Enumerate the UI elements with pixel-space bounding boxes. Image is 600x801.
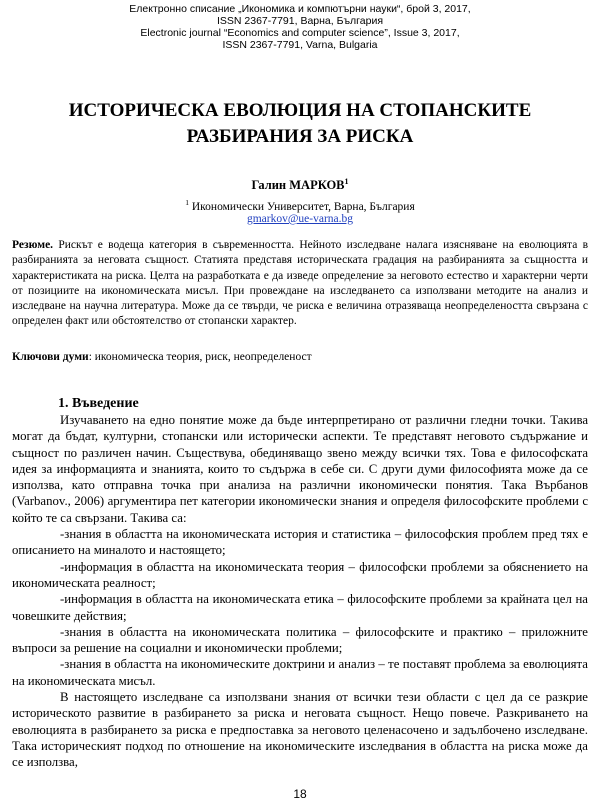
list-item: -знания в областта на икономическите доктрини и анализ – те поставят проблема за еволюцията на икономическата мисъл. [12, 657, 588, 688]
journal-header-en: Electronic journal “Economics and computer science”, Issue 3, 2017, [140, 27, 460, 39]
affiliation [0, 198, 600, 213]
abstract [12, 238, 588, 330]
body-text [12, 412, 588, 771]
list-item: -знания в областта на икономическата история и статистика – философския проблем пред тях е описанието на миналото и настоящето; [12, 527, 588, 558]
email-link[interactable]: gmarkov@ue-varna.bg [246, 213, 354, 225]
keywords-label: Ключови думи [12, 351, 89, 363]
list-item: -знания в областта на икономическата политика – философските и практико – приложните въпроси за решение на социални и икономически проблеми; [12, 624, 588, 656]
journal-header-bg: Електронно списание „Икономика и компютърни науки“, брой 3, 2017, [129, 3, 471, 15]
author-email [0, 213, 600, 225]
author-footnote-mark: 1 [344, 177, 349, 186]
author-name: Галин МАРКОВ [251, 178, 345, 193]
abstract-text: Рискът е водеща категория в съвременността. Нейното изследване налага изясняване на еволюцията в разбиранията за неговата същност. Статията представя историческата градация на разбиранията за същността и характеристиката на риска. Целта на разработката е да изведе определение за неговото естество и характерни черти от позициите на икономическата мисъл. При провеждане на изследването са използвани методите на анализ и изследване на научна литература. Може да се твърди, че риска е величина отразяваща неопределеността свързана с определен факт или обстоятелство от стопански характер. [12, 239, 588, 328]
list-item: -информация в областта на икономическата етика – философските проблеми за крайната цел на човешките действия; [12, 592, 588, 623]
affiliation-text: Икономически Университет, Варна, България [189, 200, 415, 213]
paragraph: Изучаването на едно понятие може да бъде интерпретирано от различни гледни точки. Такива могат да бъдат, културни, стопански или исторически аспекти. Те представят неговото съдържание и същност по различен начин. Съществува, обединяващо звено между всички тях. Това е философската идея за информацията и знанията, които то съдържа в себе си. С други думи философията може да се използва, като отправна точка при анализа на различни икономически понятия. Така Върбанов (Varbanov., 2006) аргументира пет категории икономически знания и определя философските проблеми с който те са свързани. Такива са: [12, 413, 588, 525]
keywords [12, 351, 588, 363]
affiliation-mark: 1 [185, 198, 189, 207]
list-item: -информация в областта на икономическата теория – философски проблеми за обяснението на икономическата реалност; [12, 559, 588, 590]
abstract-label: Резюме. [12, 239, 54, 251]
section-heading: 1. Въведение [58, 396, 139, 411]
paragraph: В настоящето изследване са използвани знания от всички тези области с цел да се разкрие историческото развитие в разбирането за риска и неговата същност. Нещо повече. Разкриването на еволюцията в разбирането за риска е предпоставка за неговото целенасочено и задълбочено изследване. Така историческият подход по отношение на икономическите изследвания в областта на риска може да се използва, [12, 690, 588, 770]
journal-issn-bg: ISSN 2367-7791, Варна, България [216, 15, 384, 27]
journal-issn-en: ISSN 2367-7791, Varna, Bulgaria [222, 39, 378, 51]
page-number: 18 [293, 787, 307, 801]
keywords-text: : икономическа теория, риск, неопределеност [88, 351, 312, 363]
author [0, 177, 600, 193]
paper-title-line-1: ИСТОРИЧЕСКА ЕВОЛЮЦИЯ НА СТОПАНСКИТЕ [68, 100, 532, 121]
paper-title-line-2: РАЗБИРАНИЯ ЗА РИСКА [186, 126, 414, 147]
